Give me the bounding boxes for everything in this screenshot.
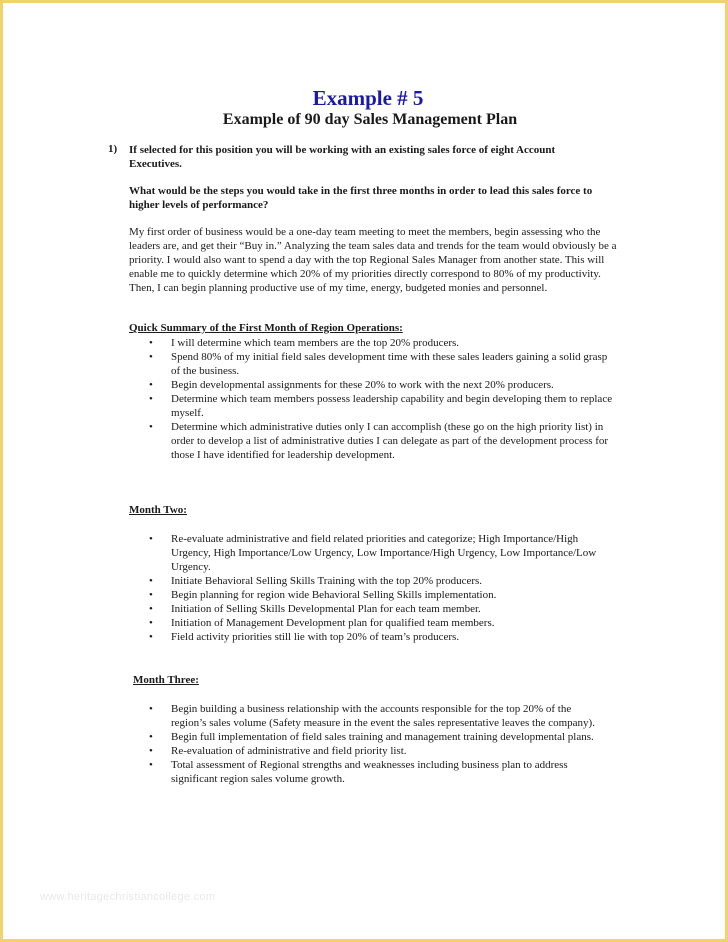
page-subtitle: Example of 90 day Sales Management Plan [222,111,518,128]
list-item [129,336,619,350]
list-item [129,616,599,630]
list-item [129,744,609,758]
bullet-icon: • [149,533,153,545]
list-item [129,392,619,420]
question-prompt: What would be the steps you would take in the first three months in order to lead this sales force to higher levels of performance? [129,185,593,211]
list-item [129,730,609,744]
month-one-heading: Quick Summary of the First Month of Region Operations: [129,322,403,334]
list-item-text: Determine which administrative duties only I can accomplish (these go on the high priority list) in order to develop a list of administrative duties I can delegate as part of the development process for those I have identified for leadership development. [171,421,609,461]
list-item-text: Initiation of Management Development plan for qualified team members. [171,617,495,629]
list-item [129,574,599,588]
question-intro: If selected for this position you will be working with an existing sales force of eight Account Executives. [129,144,556,170]
list-item-text: Begin developmental assignments for these 20% to work with the next 20% producers. [171,379,554,391]
bullet-icon: • [149,589,153,601]
list-item-text: Begin building a business relationship with the accounts responsible for the top 20% of the region’s sales volume (Safety measure in the event the sales representative leaves the company). [171,703,595,729]
bullet-icon: • [149,351,153,363]
list-item [129,378,619,392]
bullet-icon: • [149,421,153,433]
list-item [129,350,619,378]
list-item [129,702,609,730]
month-two-list [129,532,599,644]
list-item [129,630,599,644]
answer-paragraph: My first order of business would be a one-day team meeting to meet the members, begin assessing who the leaders are, and get their “Buy in.” Analyzing the team sales data and trends for the team would obviously be a priority. I would also want to spend a day with the top Regional Sales Manager from another state. This will enable me to quickly determine which 20% of my priorities directly correspond to 80% of my productivity. Then, I can begin planning productive use of my time, energy, budgeted monies and personnel. [129,226,617,294]
list-item [129,420,619,462]
bullet-icon: • [149,759,153,771]
bullet-icon: • [149,703,153,715]
month-one-list [129,336,619,462]
list-item-text: Re-evaluate administrative and field related priorities and categorize; High Importance/High Urgency, High Importance/Low Urgency, Low Importance/High Urgency, Low Importance/Low Urgency. [171,533,597,573]
bullet-icon: • [149,617,153,629]
list-item-text: Begin full implementation of field sales training and management training developmental plans. [171,731,594,743]
list-item-text: Field activity priorities still lie with top 20% of team’s producers. [171,631,460,643]
list-item [129,758,609,786]
watermark: www.heritagechristiancollege.com [40,891,216,903]
list-item-text: Determine which team members possess leadership capability and begin developing them to replace myself. [171,393,613,419]
bullet-icon: • [149,575,153,587]
list-item-text: Re-evaluation of administrative and field priority list. [171,745,407,757]
list-item [129,602,599,616]
month-three-list [129,702,609,786]
month-three-heading: Month Three: [133,674,199,686]
question-number: 1) [108,143,118,155]
bullet-icon: • [149,745,153,757]
list-item-text: Initiate Behavioral Selling Skills Training with the top 20% producers. [171,575,483,587]
list-item-text: Total assessment of Regional strengths and weaknesses including business plan to address significant region sales volume growth. [171,759,568,785]
list-item [129,588,599,602]
list-item-text: I will determine which team members are the top 20% producers. [171,337,460,349]
list-item-text: Spend 80% of my initial field sales development time with these sales leaders gaining a solid grasp of the business. [171,351,608,377]
month-two-heading: Month Two: [129,504,187,516]
bullet-icon: • [149,393,153,405]
bullet-icon: • [149,731,153,743]
bullet-icon: • [149,337,153,349]
page-title: Example # 5 [312,86,424,110]
list-item-text: Begin planning for region wide Behavioral Selling Skills implementation. [171,589,497,601]
bullet-icon: • [149,379,153,391]
list-item-text: Initiation of Selling Skills Developmental Plan for each team member. [171,603,481,615]
bullet-icon: • [149,631,153,643]
bullet-icon: • [149,603,153,615]
list-item [129,532,599,574]
